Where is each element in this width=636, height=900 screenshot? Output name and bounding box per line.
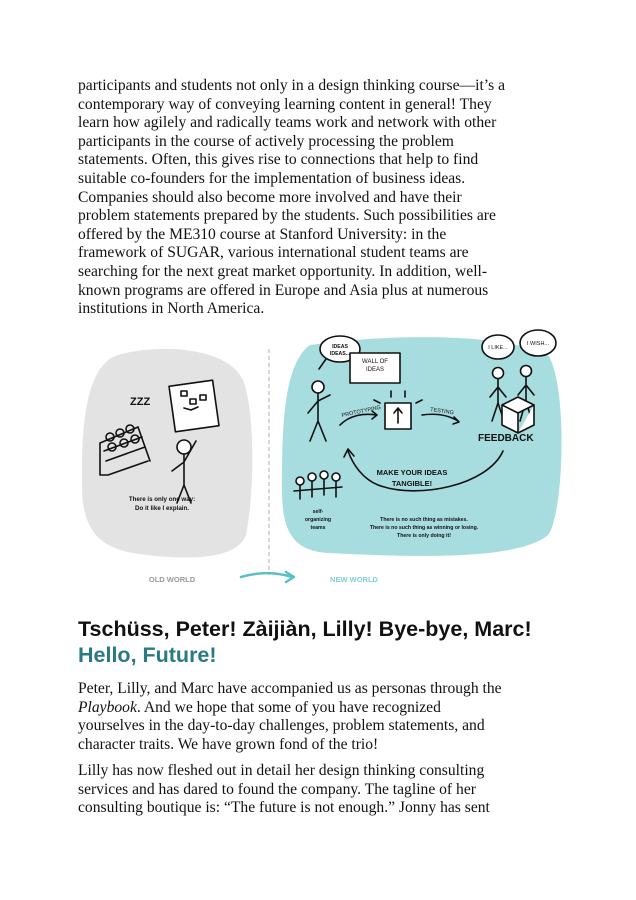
wall-of-ideas-line2: IDEAS [365,367,385,373]
feedback-label: FEEDBACK [478,433,534,444]
new-world-caption-line2: There is no such thing as winning or losing. [369,525,479,531]
old-world-caption-line1: There is only one way: [128,496,196,503]
zzz-text: ZZZ [130,396,151,408]
intro-line: participants in the course of actively processing the problem [78,132,454,150]
intro-line: participants and students not only in a design thinking course—it’s a [78,77,506,94]
intro-paragraph [78,77,564,319]
paragraph-line [78,699,564,718]
testing-label: TESTING [429,407,455,417]
intro-line: contemporary way of conveying learning content in general! They [78,95,492,113]
playbook-title: Playbook [78,698,137,716]
intro-line: known programs are offered in Europe and Asia plus at numerous [78,281,489,299]
paragraph-line: character traits. We have grown fond of the trio! [78,735,379,753]
intro-line: statements. Often, this gives rise to connections that help to find [78,151,479,169]
intro-line: offered by the ME310 course at Stanford University: in the [78,225,447,243]
intro-line: searching for the next great market opportunity. In addition, well- [78,262,488,280]
paragraph-line: Lilly has now fleshed out in detail her design thinking consulting [78,762,485,779]
old-world-caption-line2: Do it like I explain. [135,505,189,512]
intro-line: institutions in North America. [78,300,265,318]
old-world-label: OLD WORLD [148,575,196,584]
ideas-bubble-line1: IDEAS [332,344,348,350]
new-world-blob [282,337,562,556]
make-ideas-tangible-line1: MAKE YOUR IDEAS [376,468,448,477]
prototyping-label: PROTOTYPING [341,404,382,419]
self-organizing-line2: organizing [304,517,332,523]
new-world-caption-line1: There is no such thing as mistakes. [380,517,468,523]
heading-line1: Tschüss, Peter! Zàijiàn, Lilly! Bye-bye, Marc! [78,617,532,641]
intro-line: learn how agilely and radically teams work and network with other [78,114,497,132]
paragraph-line: consulting boutique is: “The future is not enough.” Jonny has sent [78,799,490,817]
make-ideas-tangible-line2: TANGIBLE! [391,479,433,488]
self-organizing-line3: teams [310,525,326,531]
wall-of-ideas-line1: WALL OF [362,359,388,365]
paragraph-line: Peter, Lilly, and Marc have accompanied us as personas through the [78,680,502,697]
paragraph-line-rest: . And we hope that some of you have recognized [136,698,441,716]
self-organizing-line1: self- [312,509,324,515]
transition-arrow [241,573,292,577]
heading-line2: Hello, Future! [78,643,217,667]
paragraph-line: yourselves in the day-to-day challenges, problem statements, and [78,717,485,735]
old-world-new-world-illustration [78,325,564,593]
intro-line: problem statements prepared by the students. Such possibilities are [78,207,496,225]
new-world-label: NEW WORLD [330,575,378,584]
i-like-bubble: I LIKE... [488,345,508,351]
intro-line: framework of SUGAR, various international student teams are [78,244,469,262]
paragraph-line: services and has dared to found the company. The tagline of her [78,780,476,798]
ideas-bubble-line2: IDEAS... [329,351,351,357]
old-world-blob [82,349,252,558]
intro-line: Companies should also become more involved and have their [78,188,462,206]
new-world-caption-line3: There is only doing it! [397,533,451,539]
paragraph-personas [78,680,564,754]
i-wish-bubble: I WISH... [527,341,549,347]
paragraph-lilly [78,762,564,818]
intro-line: suitable co-founders for the implementation of business ideas. [78,169,466,187]
